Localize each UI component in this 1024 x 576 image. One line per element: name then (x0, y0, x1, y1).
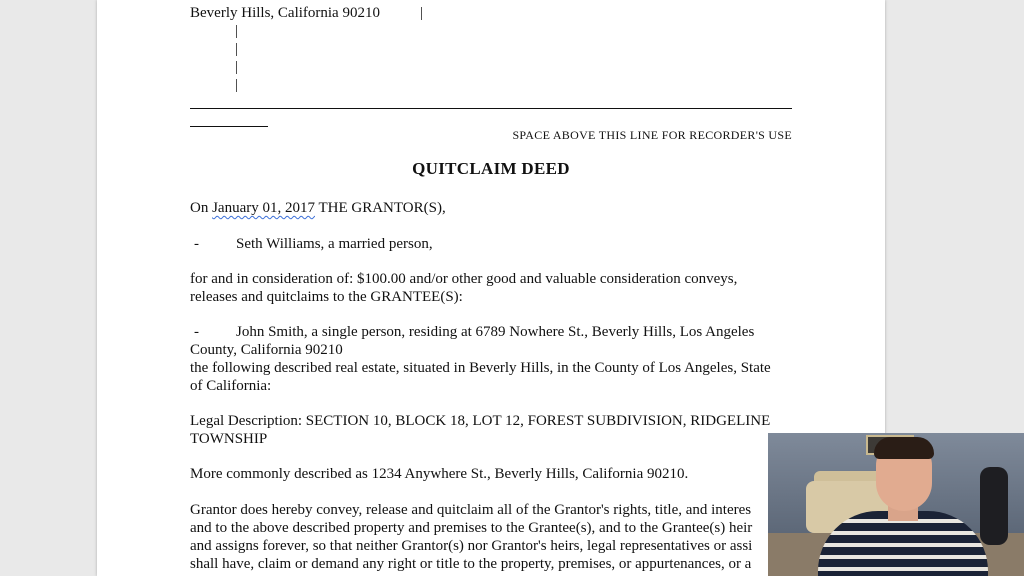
guitar-case (980, 467, 1008, 545)
form-separator: | (420, 5, 424, 21)
grant-line: and assigns forever, so that neither Grantor(s) nor Grantor's heirs, legal representatives or assi (190, 538, 753, 554)
grant-line: shall have, claim or demand any right or title to the property, premises, or appurtenances, or a (190, 556, 752, 572)
grantor-line: Seth Williams, a married person, (236, 236, 433, 252)
bullet: - (194, 236, 199, 252)
webcam-overlay (768, 433, 1024, 576)
grantee-line: County, California 90210 (190, 342, 343, 358)
recorder-note: SPACE ABOVE THIS LINE FOR RECORDER'S USE (512, 128, 792, 142)
grantee-line: John Smith, a single person, residing at 6789 Nowhere St., Beverly Hills, Los Angeles (236, 324, 755, 340)
grant-line: Grantor does hereby convey, release and quitclaim all of the Grantor's rights, title, and interes (190, 502, 752, 518)
form-separator: | (235, 41, 239, 57)
address-line: Beverly Hills, California 90210 (190, 5, 380, 21)
legal-description: Legal Description: SECTION 10, BLOCK 18, LOT 12, FOREST SUBDIVISION, RIDGELINE (190, 413, 771, 429)
grant-line: and to the above described property and premises to the Grantee(s), and to the Grantee(s) heir (190, 520, 753, 536)
intro-line (190, 199, 446, 217)
form-separator: | (235, 23, 239, 39)
legal-description: TOWNSHIP (190, 431, 268, 447)
form-separator: | (235, 59, 239, 75)
recorder-divider (190, 108, 792, 109)
property-line: of California: (190, 378, 272, 394)
property-line: the following described real estate, situated in Beverly Hills, in the County of Los Angeles, State (190, 360, 771, 376)
bullet: - (194, 324, 199, 340)
consideration-line: for and in consideration of: $100.00 and/or other good and valuable consideration conveys, (190, 271, 738, 287)
form-separator: | (235, 77, 239, 93)
intro-prefix: On (190, 200, 209, 216)
short-rule (190, 126, 268, 127)
document-page (97, 0, 885, 576)
presenter-hair (874, 437, 934, 459)
intro-date: January 01, 2017 (212, 200, 315, 216)
consideration-line: releases and quitclaims to the GRANTEE(S): (190, 289, 463, 305)
common-description: More commonly described as 1234 Anywhere St., Beverly Hills, California 90210. (190, 466, 689, 482)
intro-suffix: THE GRANTOR(S), (318, 200, 446, 216)
deed-title: QUITCLAIM DEED (412, 159, 570, 178)
